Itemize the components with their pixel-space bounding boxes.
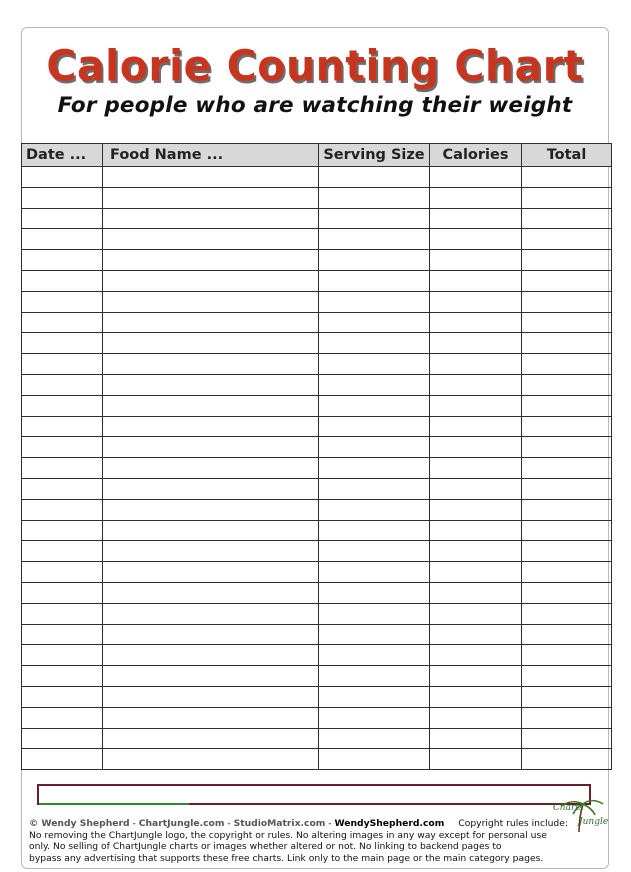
table-cell xyxy=(430,603,522,624)
table-cell xyxy=(103,291,319,312)
table-cell xyxy=(22,541,103,562)
table-cell xyxy=(430,666,522,687)
table-cell xyxy=(319,187,430,208)
table-row xyxy=(22,270,612,291)
table-cell xyxy=(319,374,430,395)
table-cell xyxy=(22,686,103,707)
table-row xyxy=(22,603,612,624)
table-cell xyxy=(103,374,319,395)
table-cell xyxy=(103,541,319,562)
table-cell xyxy=(430,541,522,562)
table-cell xyxy=(430,187,522,208)
table-cell xyxy=(103,666,319,687)
table-cell xyxy=(522,167,612,188)
table-cell xyxy=(22,499,103,520)
table-cell xyxy=(22,478,103,499)
footer-rules-line-1: No removing the ChartJungle logo, the copyright or rules. No altering images in any way except for personal use xyxy=(29,829,547,841)
table-cell xyxy=(430,437,522,458)
table-cell xyxy=(522,229,612,250)
table-cell xyxy=(103,645,319,666)
table-cell xyxy=(430,686,522,707)
table-cell xyxy=(22,645,103,666)
table-cell xyxy=(319,686,430,707)
table-cell xyxy=(522,270,612,291)
table-cell xyxy=(522,312,612,333)
table-cell xyxy=(319,707,430,728)
table-row xyxy=(22,666,612,687)
table-cell xyxy=(103,187,319,208)
table-cell xyxy=(22,666,103,687)
table-cell xyxy=(22,167,103,188)
table-cell xyxy=(522,374,612,395)
table-cell xyxy=(319,250,430,271)
table-row xyxy=(22,374,612,395)
table-cell xyxy=(103,437,319,458)
table-cell xyxy=(103,312,319,333)
table-cell xyxy=(103,395,319,416)
table-cell xyxy=(522,624,612,645)
table-cell xyxy=(522,686,612,707)
copyright-footer xyxy=(29,818,595,864)
table-cell xyxy=(430,707,522,728)
table-row xyxy=(22,686,612,707)
table-cell xyxy=(22,208,103,229)
table-cell xyxy=(319,499,430,520)
table-cell xyxy=(430,624,522,645)
table-cell xyxy=(522,582,612,603)
table-cell xyxy=(22,749,103,770)
table-cell xyxy=(430,333,522,354)
table-cell xyxy=(522,458,612,479)
table-row xyxy=(22,520,612,541)
table-cell xyxy=(319,437,430,458)
table-cell xyxy=(430,250,522,271)
footer-site-wendyshepherd: WendyShepherd.com xyxy=(334,818,445,829)
table-cell xyxy=(22,374,103,395)
table-cell xyxy=(103,603,319,624)
table-cell xyxy=(319,333,430,354)
name-entry-bar xyxy=(37,784,591,805)
table-cell xyxy=(103,416,319,437)
footer-site-studiomatrix: StudioMatrix.com xyxy=(233,818,326,829)
table-cell xyxy=(22,333,103,354)
table-cell xyxy=(522,291,612,312)
table-cell xyxy=(430,167,522,188)
footer-site-chartjungle: ChartJungle.com xyxy=(138,818,225,829)
table-row xyxy=(22,312,612,333)
table-row xyxy=(22,416,612,437)
table-cell xyxy=(103,520,319,541)
table-cell xyxy=(22,312,103,333)
column-header-food-name: Food Name ... xyxy=(103,144,319,167)
table-cell xyxy=(22,562,103,583)
table-cell xyxy=(430,374,522,395)
table-row xyxy=(22,582,612,603)
table-cell xyxy=(430,749,522,770)
table-row xyxy=(22,707,612,728)
table-cell xyxy=(430,229,522,250)
table-cell xyxy=(522,645,612,666)
table-row xyxy=(22,562,612,583)
footer-rules-line-3: bypass any advertising that supports these free charts. Link only to the main page or the main category pages. xyxy=(29,852,544,864)
table-cell xyxy=(103,229,319,250)
calorie-log-table xyxy=(21,143,612,770)
table-header-row xyxy=(22,144,612,167)
table-row xyxy=(22,624,612,645)
table-cell xyxy=(319,749,430,770)
table-cell xyxy=(319,666,430,687)
table-row xyxy=(22,458,612,479)
table-row xyxy=(22,499,612,520)
table-cell xyxy=(522,437,612,458)
table-cell xyxy=(22,520,103,541)
table-cell xyxy=(22,582,103,603)
table-row xyxy=(22,167,612,188)
table-cell xyxy=(522,541,612,562)
table-row xyxy=(22,645,612,666)
table-cell xyxy=(522,562,612,583)
table-cell xyxy=(103,499,319,520)
table-cell xyxy=(22,291,103,312)
table-cell xyxy=(522,749,612,770)
table-row xyxy=(22,208,612,229)
table-cell xyxy=(319,270,430,291)
table-cell xyxy=(22,728,103,749)
table-cell xyxy=(430,291,522,312)
table-cell xyxy=(22,707,103,728)
table-cell xyxy=(522,208,612,229)
table-cell xyxy=(22,354,103,375)
table-cell xyxy=(103,333,319,354)
table-row xyxy=(22,437,612,458)
logo-text-jungle: Jungle xyxy=(579,817,609,827)
table-cell xyxy=(522,354,612,375)
footer-rules-line-2: only. No selling of ChartJungle charts or images whether altered or not. No linking to backend pages to xyxy=(29,841,502,853)
table-cell xyxy=(430,520,522,541)
table-cell xyxy=(22,395,103,416)
table-cell xyxy=(319,229,430,250)
table-cell xyxy=(522,416,612,437)
column-header-date: Date ... xyxy=(22,144,103,167)
table-cell xyxy=(430,582,522,603)
table-cell xyxy=(319,645,430,666)
table-row xyxy=(22,354,612,375)
footer-credit-line: © Wendy Shepherd - ChartJungle.com - StudioMatrix.com - WendyShepherd.com Copyright rules include: xyxy=(29,818,569,829)
table-row xyxy=(22,250,612,271)
chart-title: Calorie Counting Chart xyxy=(46,40,584,92)
table-cell xyxy=(319,562,430,583)
name-bar-accent xyxy=(39,803,189,805)
table-cell xyxy=(103,707,319,728)
table-cell xyxy=(319,291,430,312)
table-cell xyxy=(522,499,612,520)
table-cell xyxy=(22,416,103,437)
table-cell xyxy=(22,270,103,291)
table-cell xyxy=(22,624,103,645)
table-cell xyxy=(22,187,103,208)
table-cell xyxy=(430,208,522,229)
table-cell xyxy=(319,416,430,437)
table-cell xyxy=(522,666,612,687)
table-cell xyxy=(319,208,430,229)
table-cell xyxy=(22,250,103,271)
table-cell xyxy=(430,458,522,479)
table-cell xyxy=(522,728,612,749)
table-cell xyxy=(103,624,319,645)
table-cell xyxy=(103,562,319,583)
table-cell xyxy=(430,478,522,499)
table-row xyxy=(22,291,612,312)
table-cell xyxy=(319,312,430,333)
table-cell xyxy=(22,229,103,250)
table-cell xyxy=(430,395,522,416)
footer-rules-heading: Copyright rules include: xyxy=(458,818,569,829)
table-cell xyxy=(103,478,319,499)
table-cell xyxy=(103,208,319,229)
table-cell xyxy=(522,187,612,208)
table-cell xyxy=(319,624,430,645)
table-body xyxy=(22,167,612,770)
table-row xyxy=(22,333,612,354)
table-cell xyxy=(103,458,319,479)
table-cell xyxy=(103,728,319,749)
table-cell xyxy=(522,520,612,541)
table-row xyxy=(22,728,612,749)
table-row xyxy=(22,541,612,562)
table-row xyxy=(22,395,612,416)
column-header-calories: Calories xyxy=(430,144,522,167)
table-cell xyxy=(319,728,430,749)
table-cell xyxy=(319,603,430,624)
table-cell xyxy=(430,312,522,333)
table-cell xyxy=(430,728,522,749)
table-cell xyxy=(522,707,612,728)
table-cell xyxy=(430,562,522,583)
table-cell xyxy=(430,270,522,291)
table-cell xyxy=(319,458,430,479)
table-cell xyxy=(430,499,522,520)
column-header-serving-size: Serving Size xyxy=(319,144,430,167)
table-cell xyxy=(522,603,612,624)
table-cell xyxy=(103,582,319,603)
table-cell xyxy=(319,582,430,603)
table-cell xyxy=(319,520,430,541)
table-row xyxy=(22,187,612,208)
table-cell xyxy=(430,416,522,437)
column-header-total: Total xyxy=(522,144,612,167)
table-cell xyxy=(103,354,319,375)
table-cell xyxy=(522,333,612,354)
table-cell xyxy=(319,354,430,375)
table-cell xyxy=(522,250,612,271)
table-cell xyxy=(103,250,319,271)
table-cell xyxy=(522,395,612,416)
table-cell xyxy=(22,437,103,458)
table-cell xyxy=(103,167,319,188)
table-cell xyxy=(22,603,103,624)
table-cell xyxy=(103,686,319,707)
table-cell xyxy=(522,478,612,499)
table-cell xyxy=(319,541,430,562)
table-cell xyxy=(319,167,430,188)
chart-subtitle: For people who are watching their weight xyxy=(57,93,573,118)
table-cell xyxy=(319,478,430,499)
table-cell xyxy=(103,270,319,291)
table-cell xyxy=(319,395,430,416)
logo-text-charts: Charts xyxy=(553,803,584,813)
table-cell xyxy=(103,749,319,770)
table-row xyxy=(22,229,612,250)
table-row xyxy=(22,478,612,499)
table-cell xyxy=(430,645,522,666)
table-row xyxy=(22,749,612,770)
table-cell xyxy=(22,458,103,479)
footer-author: © Wendy Shepherd xyxy=(29,818,130,829)
table-cell xyxy=(430,354,522,375)
